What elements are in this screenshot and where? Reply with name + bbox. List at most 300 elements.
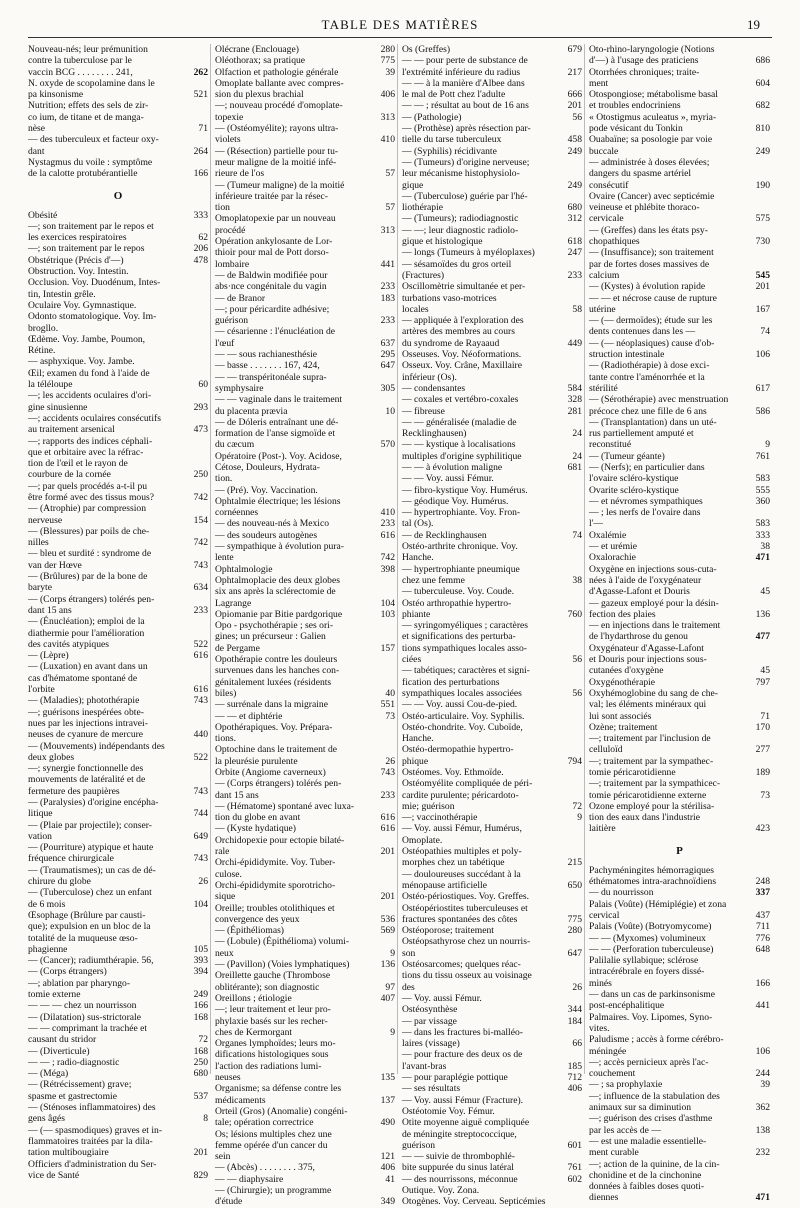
index-entry: [28, 582, 208, 593]
index-entry: [28, 210, 208, 221]
entry-text: — de Dóleris entraînant une dé-: [215, 416, 339, 428]
entry-page: 634: [193, 582, 208, 594]
entry-text: — (Sténoses inflammatoires) des: [28, 1102, 156, 1114]
entry-text: Ozène; traitement: [589, 721, 658, 733]
index-entry: [215, 518, 395, 529]
entry-text: —; son traitement par le repos et: [28, 220, 154, 232]
entry-text: nerveuse: [28, 514, 63, 526]
entry-text: tions du tissu osseux au voisinage: [402, 970, 532, 982]
entry-text: Œdème. Voy. Jambe, Poumon,: [28, 333, 146, 345]
entry-page: 616: [193, 650, 208, 662]
entry-text: —; influence de la stabulation des: [589, 1090, 720, 1102]
index-entry: [28, 820, 208, 831]
index-entry: [589, 1159, 770, 1170]
entry-page: 170: [755, 721, 770, 733]
entry-text: — asphyxique. Voy. Jambe.: [28, 356, 135, 368]
index-entry: [215, 338, 395, 349]
entry-page: 201: [755, 281, 770, 293]
entry-text: — (Dilatation) sus-strictorale: [28, 1011, 141, 1023]
entry-page: 60: [198, 379, 208, 391]
entry-text: — — et nécrose cause de rupture: [589, 292, 717, 304]
index-entry: [589, 349, 770, 360]
entry-text: cutanées d'oxygène: [589, 665, 664, 677]
entry-text: vice de Santé: [28, 1169, 80, 1181]
index-entry: [28, 447, 208, 458]
index-entry: [402, 360, 582, 371]
entry-page: 313: [380, 224, 395, 236]
index-entry: [402, 846, 582, 857]
entry-page: 104: [193, 898, 208, 910]
index-entry: [589, 631, 770, 642]
entry-text: —; son traitement par le repos: [28, 243, 145, 255]
entry-page: 72: [198, 1034, 208, 1046]
index-entry: [402, 857, 582, 868]
index-entry: [28, 1079, 208, 1090]
index-entry: [402, 1185, 582, 1196]
entry-text: — géodique Voy. Humérus.: [402, 495, 509, 507]
index-entry: [589, 620, 770, 631]
index-entry: [215, 903, 395, 914]
entry-text: contre la tuberculose par le: [28, 55, 132, 67]
entry-text: Opération ankylosante de Lor-: [215, 236, 333, 248]
entry-page: 637: [380, 337, 395, 349]
index-entry: [28, 168, 208, 179]
entry-text: Ostéoporose; traitement: [402, 925, 494, 937]
index-entry: [402, 485, 582, 496]
index-entry: [28, 1057, 208, 1068]
entry-text: —; vaccinothérapie: [402, 812, 478, 824]
index-entry: [215, 575, 395, 586]
index-entry: [28, 526, 208, 537]
index-entry: [28, 537, 208, 548]
entry-text: Optochine dans le traitement de: [215, 744, 338, 756]
index-entry: [402, 688, 582, 699]
index-entry: [28, 146, 208, 157]
index-entry: [589, 598, 770, 609]
index-entry: [589, 1170, 770, 1181]
index-entry: [28, 243, 208, 254]
entry-text: vaccin BCG . . . . . . . . 241,: [28, 66, 133, 78]
index-entry: [215, 247, 395, 258]
entry-text: — — sous rachianesthésie: [215, 349, 318, 361]
index-entry: [402, 428, 582, 439]
index-entry: [589, 955, 770, 966]
entry-page: 551: [380, 699, 395, 711]
index-entry: [402, 1162, 582, 1173]
entry-text: — des soudeurs autogènes: [215, 529, 318, 541]
index-entry: [28, 774, 208, 785]
entry-text: —; synergie fonctionnelle des: [28, 763, 144, 775]
entry-text: Odonto stomatologique. Voy. Im-: [28, 311, 157, 323]
entry-page: 215: [567, 857, 582, 869]
entry-text: — — Voy. aussi Cou-de-pied.: [402, 699, 518, 711]
entry-text: sympathiques locales associées: [402, 687, 522, 699]
index-entry: [28, 402, 208, 413]
index-entry: [215, 225, 395, 236]
entry-page: 56: [572, 111, 582, 123]
index-entry: [28, 673, 208, 684]
entry-text: — (Résection) partielle pour tu-: [215, 145, 339, 157]
index-entry: [215, 134, 395, 145]
entry-page: 136: [380, 959, 395, 971]
entry-page: 106: [755, 349, 770, 361]
entry-text: Palilalie syllabique; sclérose: [589, 955, 699, 967]
index-entry: [28, 695, 208, 706]
index-entry: [589, 485, 770, 496]
entry-text: — tabétiques; caractères et signi-: [402, 665, 530, 677]
entry-text: le mal de Pott chez l'adulte: [402, 89, 506, 101]
entry-text: Otite moyenne aiguë compliquée: [402, 1117, 530, 1129]
entry-page: 313: [380, 111, 395, 123]
index-entry: [215, 281, 395, 292]
entry-text: tale; opération correctrice: [215, 1117, 314, 1129]
entry-text: convergence des yeux: [215, 913, 300, 925]
index-entry: [215, 462, 395, 473]
index-entry: [215, 699, 395, 710]
index-entry: [402, 180, 582, 191]
entry-text: Olfaction et pathologie générale: [215, 66, 339, 78]
entry-text: — (Nerfs); en particulier dans: [589, 461, 705, 473]
entry-text: locales: [402, 303, 429, 315]
entry-text: — (Pathologie): [402, 111, 462, 123]
index-entry: [215, 1004, 395, 1015]
entry-text: — (Tumeur maligne) de la moitié: [215, 179, 345, 191]
entry-page: 393: [193, 955, 208, 967]
index-entry: [402, 1140, 582, 1151]
entry-text: — (Transplantation) dans un uté-: [589, 416, 717, 428]
index-entry: [28, 966, 208, 977]
entry-text: Os; lésions multiples chez une: [215, 1128, 332, 1140]
index-entry: [215, 304, 395, 315]
index-column-4: [589, 44, 772, 1204]
entry-text: d'étude: [215, 1196, 243, 1208]
index-entry: [589, 801, 770, 812]
entry-text: tomie péricarotidienne: [589, 767, 676, 778]
index-entry: [215, 439, 395, 450]
entry-text: — surrénale dans la migraine: [215, 699, 328, 711]
entry-page: 135: [380, 1072, 395, 1084]
entry-text: — (Prothèse) après résection par-: [402, 123, 531, 135]
entry-text: par les accès de —: [589, 1124, 661, 1136]
index-entry: [215, 530, 395, 541]
index-entry: [215, 1072, 395, 1083]
entry-text: — dans un cas de parkinsonisme: [589, 989, 716, 1001]
index-entry: [589, 910, 770, 921]
entry-page: 233: [380, 315, 395, 327]
entry-page: 201: [380, 891, 395, 903]
entry-page: 26: [572, 981, 582, 993]
index-entry: [215, 744, 395, 755]
entry-text: —; accès pernicieux après l'ac-: [589, 1056, 709, 1068]
entry-text: — (Mouvements) indépendants des: [28, 740, 165, 752]
index-entry: [28, 323, 208, 334]
index-entry: [28, 368, 208, 379]
entry-text: — — vaginale dans le traitement: [215, 394, 343, 406]
entry-text: — (Diverticule): [28, 1045, 90, 1057]
index-entry: [402, 1049, 582, 1060]
index-entry: [28, 112, 208, 123]
entry-page: 586: [755, 405, 770, 417]
index-entry: [589, 202, 770, 213]
index-entry: [589, 677, 770, 688]
entry-text: phique: [402, 755, 429, 767]
entry-page: 797: [755, 676, 770, 688]
index-entry: [215, 1162, 395, 1173]
index-entry: [28, 1091, 208, 1102]
index-entry: [215, 1140, 395, 1151]
entry-text: — (Tuberculose) chez un enfant: [28, 887, 152, 899]
index-entry: [402, 304, 582, 315]
index-entry: [28, 1147, 208, 1158]
entry-text: cervicale: [589, 213, 624, 225]
index-entry: [215, 880, 395, 891]
index-entry: [215, 936, 395, 947]
entry-text: — (Énucléation); emploi de la: [28, 616, 145, 628]
entry-text: Oxygénothérapie: [589, 676, 656, 688]
entry-page: 97: [385, 981, 395, 993]
index-entry: [589, 383, 770, 394]
entry-text: — (Blessures) par poils de che-: [28, 525, 150, 537]
index-entry: [28, 842, 208, 853]
index-entry: [402, 744, 582, 755]
index-entry: [215, 428, 395, 439]
index-entry: [589, 812, 770, 823]
index-entry: [28, 628, 208, 639]
entry-page: 743: [193, 695, 208, 707]
entry-text: nilles: [28, 537, 49, 549]
entry-page: 281: [567, 405, 582, 417]
index-entry: [215, 609, 395, 620]
entry-page: 73: [760, 789, 770, 801]
index-entry: [402, 993, 582, 1004]
entry-text: Obstétrique (Précis d'—): [28, 254, 124, 266]
index-entry: [215, 552, 395, 563]
entry-text: — (Atrophie) par compression: [28, 503, 147, 515]
entry-text: Opothérapiques. Voy. Prépara-: [215, 721, 333, 733]
entry-page: 71: [760, 710, 770, 722]
entry-page: 40: [385, 687, 395, 699]
entry-text: — (Plaie par projectile); conser-: [28, 819, 152, 831]
entry-text: symphysaire: [215, 382, 264, 394]
index-entry: [402, 654, 582, 665]
index-entry: [215, 372, 395, 383]
index-entry: [215, 1196, 395, 1207]
entry-text: —; action de la quinine, de la cin-: [589, 1158, 720, 1170]
entry-text: abs·nce congénitale du vagin: [215, 281, 327, 293]
entry-text: Ouabaïne; sa posologie par voie: [589, 134, 713, 146]
index-entry: [402, 620, 582, 631]
index-entry: [215, 620, 395, 631]
entry-text: que et orbitaire avec la réfrac-: [28, 446, 144, 458]
entry-text: bite suppurée du sinus latéral: [402, 1162, 514, 1174]
index-entry: [28, 1102, 208, 1113]
entry-text: Opothérapie contre les douleurs: [215, 654, 338, 666]
index-entry: [28, 752, 208, 763]
entry-text: celluloïd: [589, 744, 623, 756]
entry-text: de l'hydarthrose du genou: [589, 631, 688, 643]
index-entry: [402, 338, 582, 349]
index-entry: [215, 55, 395, 66]
index-entry: [215, 993, 395, 1004]
entry-text: — — comprimant la trachée et: [28, 1022, 148, 1034]
index-entry: [589, 711, 770, 722]
index-entry: [215, 767, 395, 778]
entry-text: — Voy. aussi Fémur (Fracture).: [402, 1094, 524, 1106]
entry-page: 244: [755, 1068, 770, 1080]
index-entry: [402, 1106, 582, 1117]
entry-text: Œil; examen du fond à l'aide de: [28, 367, 150, 379]
entry-text: Oxalémie: [589, 529, 627, 541]
entry-text: Palais (Voûte) (Botryomycome): [589, 921, 712, 933]
index-entry: [589, 1046, 770, 1057]
index-entry: [215, 801, 395, 812]
index-entry: [402, 552, 582, 563]
index-entry: [402, 191, 582, 202]
index-entry: [589, 654, 770, 665]
index-entry: [215, 1095, 395, 1106]
entry-text: — dans les fractures bi-malléo-: [402, 1026, 523, 1038]
index-entry: [402, 936, 582, 947]
index-entry: [402, 778, 582, 789]
index-entry: [589, 790, 770, 801]
entry-page: 744: [193, 808, 208, 820]
index-entry: [28, 978, 208, 989]
entry-text: chez une femme: [402, 574, 465, 586]
entry-text: —; guérisons inespérées obte-: [28, 706, 144, 718]
entry-text: totalité de la muqueuse œso-: [28, 932, 138, 944]
entry-text: Oto-rhino-laryngologie (Notions: [589, 44, 715, 55]
entry-page: 249: [567, 179, 582, 191]
entry-text: sion du plexus brachial: [215, 89, 304, 101]
entry-page: 201: [193, 1147, 208, 1159]
entry-text: difications histologiques sous: [215, 1049, 329, 1061]
entry-text: — (Corps étrangers): [28, 966, 107, 978]
entry-text: tion.: [215, 473, 233, 485]
entry-text: — des nouveau-nés à Mexico: [215, 518, 330, 530]
index-entry: [215, 677, 395, 688]
entry-text: tions sympathiques locales asso-: [402, 642, 527, 654]
entry-page: 249: [755, 145, 770, 157]
index-entry: [28, 1170, 208, 1181]
entry-text: Oléothorax; sa pratique: [215, 55, 306, 67]
entry-page: 10: [385, 405, 395, 417]
index-entry: [589, 451, 770, 462]
index-entry: [215, 89, 395, 100]
index-entry: [402, 439, 582, 450]
index-entry: [402, 202, 582, 213]
entry-page: 38: [572, 574, 582, 586]
entry-page: 248: [755, 876, 770, 888]
index-entry: [402, 564, 582, 575]
entry-text: multiples d'origine syphilitique: [402, 450, 522, 462]
entry-text: liothérapie: [402, 202, 444, 214]
index-entry: [589, 643, 770, 654]
entry-text: topexie: [215, 111, 244, 123]
entry-page: 56: [572, 654, 582, 666]
entry-text: fermeture des paupières: [28, 785, 120, 797]
entry-text: — basse . . . . . . . 167, 424,: [215, 360, 320, 372]
index-entry: [402, 835, 582, 846]
entry-page: 410: [380, 134, 395, 146]
entry-text: Ozone employé pour la stérilisa-: [589, 800, 715, 812]
entry-text: Oreille; troubles otolithiques et: [215, 902, 335, 914]
entry-page: 249: [193, 989, 208, 1001]
entry-page: 45: [760, 665, 770, 677]
index-entry: [215, 1174, 395, 1185]
index-entry: [215, 293, 395, 304]
entry-text: Palmaires. Voy. Lipomes, Syno-: [589, 1011, 713, 1023]
entry-page: 280: [567, 925, 582, 937]
entry-text: Oxygène en injections sous-cuta-: [589, 563, 717, 575]
entry-text: N. oxyde de scopolamine dans le: [28, 77, 155, 89]
entry-page: 360: [755, 495, 770, 507]
entry-text: — tuberculeuse. Voy. Coude.: [402, 586, 514, 598]
entry-page: 137: [380, 1094, 395, 1106]
index-entry: [215, 564, 395, 575]
entry-page: 441: [755, 1000, 770, 1012]
entry-page: 682: [755, 100, 770, 112]
entry-page: 458: [567, 134, 582, 146]
entry-text: médicaments: [215, 1094, 266, 1106]
entry-page: 477: [755, 631, 770, 643]
index-entry: [215, 394, 395, 405]
index-entry: [402, 880, 582, 891]
entry-text: — (Hématome) spontané avec luxa-: [215, 800, 355, 812]
index-entry: [215, 496, 395, 507]
index-entry: [402, 315, 582, 326]
entry-text: — ; les nerfs de l'ovaire dans: [589, 507, 701, 519]
entry-text: — et névromes sympathiques: [589, 495, 703, 507]
index-entry: [402, 1117, 582, 1128]
entry-text: tal (Os).: [402, 518, 434, 530]
index-entry: [215, 360, 395, 371]
entry-text: — (Pourriture) atypique et haute: [28, 842, 154, 854]
entry-page: 730: [755, 236, 770, 248]
index-entry: [215, 914, 395, 925]
entry-text: gique: [402, 179, 424, 191]
index-entry: [402, 293, 582, 304]
index-entry: [28, 390, 208, 401]
entry-page: 106: [755, 1045, 770, 1057]
entry-page: 71: [198, 123, 208, 135]
entry-text: éthématomes intra-arachnoïdiens: [589, 876, 717, 888]
index-entry: [589, 1079, 770, 1090]
entry-text: — des nourrissons, méconnue: [402, 1173, 518, 1185]
index-entry: [215, 1027, 395, 1038]
entry-page: 337: [755, 887, 770, 899]
index-entry: [589, 180, 770, 191]
entry-text: inférieur (Os).: [402, 371, 457, 383]
index-entry: [28, 1159, 208, 1170]
entry-text: Paludisme ; accès à forme cérébro-: [589, 1034, 724, 1046]
entry-page: 56: [572, 687, 582, 699]
index-entry: [589, 1000, 770, 1011]
index-entry: [28, 989, 208, 1000]
index-entry: [215, 180, 395, 191]
index-entry: [589, 112, 770, 123]
index-entry: [402, 722, 582, 733]
entry-page: 410: [380, 507, 395, 519]
entry-page: 471: [755, 552, 770, 564]
entry-text: tielle du tarse tuberculeux: [402, 134, 502, 146]
index-entry: [589, 100, 770, 111]
entry-page: 9: [577, 812, 582, 824]
index-entry: [589, 609, 770, 620]
entry-text: — (Abcès) . . . . . . . . 375,: [215, 1162, 315, 1174]
entry-page: 570: [380, 439, 395, 451]
index-entry: [402, 146, 582, 157]
index-entry: [589, 496, 770, 507]
